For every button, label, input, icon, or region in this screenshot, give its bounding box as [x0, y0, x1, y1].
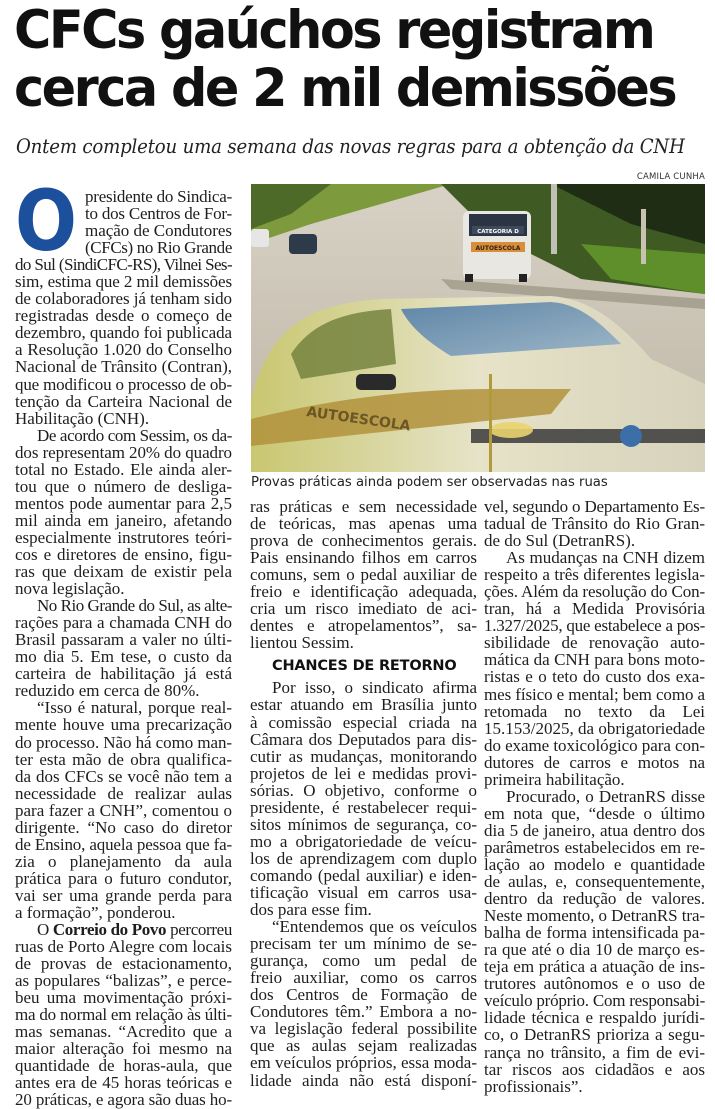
column-1-line: do Sul (SindiCFC-RS), Vilnei Ses- — [15, 255, 232, 275]
headline — [14, 2, 686, 118]
column-2-line: cutir as mudanças, monitorando — [250, 746, 477, 766]
column-2-line: projetos de lei e medidas provi- — [250, 763, 477, 783]
column-1-line: beu uma movimentação próxi- — [15, 988, 232, 1008]
column-1-line: mil ainda em janeiro, afetando — [15, 510, 232, 530]
column-1-line: to dos Centros de For- — [85, 204, 232, 224]
photo-caption: Provas práticas ainda podem ser observadas nas ruas — [251, 475, 608, 490]
column-3-line: dentro da redução de valores. — [484, 889, 705, 909]
column-1-line: carteira de habilitação já está — [15, 664, 232, 684]
column-1-line: do processo. Não há como man- — [15, 732, 232, 752]
column-3-line: Procurado, o DetranRS disse — [506, 786, 705, 806]
column-1-line: dirigente. “No caso do diretor — [15, 817, 232, 837]
column-1-line: presidente do Sindica- — [85, 187, 232, 206]
column-3-line: sibilidade de renovação auto- — [484, 633, 705, 653]
van-sign-top: CATEGORIA D — [477, 229, 519, 235]
article-deck: Ontem completou uma semana das novas regras para a obtenção da CNH — [16, 135, 685, 158]
column-1-line: da dos CFCs se você não tem a — [15, 766, 232, 786]
column-2-line: Pais ensinando filhos em carros — [250, 548, 477, 568]
column-1-line: ter esta mão de obra qualifica- — [15, 749, 232, 769]
column-2-line: à comissão especial criada na — [250, 712, 477, 732]
column-1-line: tenção da Carteira Nacional de — [15, 391, 232, 411]
column-1-line: No Rio Grande do Sul, as alte- — [37, 596, 232, 616]
column-2-line: estar atuando em Brasília junto — [250, 695, 477, 715]
column-1-line: sim, estima que 2 mil demissões — [15, 272, 232, 292]
subhead-chances-de-retorno: CHANCES DE RETORNO — [272, 658, 457, 675]
column-3-line: balha de forma intensificada pa- — [484, 923, 705, 943]
column-2-line: Por isso, o sindicato afirma — [272, 678, 477, 698]
column-2-line: ras práticas e sem necessidade — [250, 497, 477, 516]
column-2-line: precisam ter um mínimo de se- — [250, 934, 477, 954]
article-column-2 — [250, 498, 477, 1089]
car-side-text: AUTOESCOLA — [305, 404, 412, 435]
column-3-line: tadual de Trânsito do Rio Gran- — [484, 514, 705, 534]
column-3-line: de aulas, e, consequentemente, — [484, 872, 705, 892]
column-2-line: Câmara dos Deputados para dis- — [250, 729, 477, 749]
column-1-line: de provas de estacionamento, — [15, 954, 232, 974]
column-1-line: rações para a chamada CNH do — [15, 613, 232, 633]
column-2-line: va legislação federal possibilite — [250, 1019, 477, 1039]
column-2-line: que as aulas sejam realizadas — [250, 1036, 477, 1056]
column-1-line: zia o planejamento da aula — [15, 851, 232, 871]
column-2-line: dentes e atropelamentos”, sa- — [250, 616, 477, 636]
column-3-line: 1.327/2025, que estabelece a pos- — [484, 616, 705, 636]
column-3-line: retomada no texto da Lei — [484, 701, 705, 721]
column-1-line: cos e diretores de ensino, figu- — [15, 544, 232, 564]
column-1-line: vai ser uma grande perda para — [15, 885, 232, 905]
column-2-line: comando (pedal auxiliar) e iden- — [250, 865, 477, 885]
column-1-line: (CFCs) no Rio Grande — [85, 238, 232, 258]
newspaper-name: Correio do Povo — [52, 920, 167, 940]
column-2-line: freio e identificação adequada, — [250, 582, 477, 602]
column-1-line: dezembro, quando foi publicada — [15, 323, 232, 343]
column-2-line: Condutores têm.” Embora a no- — [250, 1002, 477, 1022]
column-3-line: 15.153/2025, da obrigatoriedade — [484, 718, 705, 738]
column-1-line: ma do normal em relação às últi- — [15, 1005, 232, 1025]
column-3-line: ra que até o dia 10 de março es- — [484, 940, 705, 960]
column-2-line: freio auxiliar, como os carros — [250, 968, 477, 988]
column-3-line: lação ao modelo e quantidade — [484, 854, 705, 874]
column-3-line: co, o DetranRS prioriza a segu- — [484, 1025, 705, 1045]
column-1-line: especialmente instrutores teóri- — [15, 527, 232, 547]
column-1-line: mentos pode aumentar para 2,5 — [15, 493, 232, 513]
column-2-line: dos para esse fim. — [250, 900, 372, 920]
column-1-line: reduzido em cerca de 80%. — [15, 681, 200, 701]
column-3-line: Neste momento, o DetranRS tra- — [484, 906, 705, 926]
column-1-line: a Resolução 1.020 do Conselho — [15, 340, 232, 360]
column-1-line: Nacional de Trânsito (Contran), — [15, 357, 232, 377]
column-1-line: O Correio do Povo percorreu — [37, 920, 233, 940]
column-1-line: de Ensino, aquela pessoa que fa- — [15, 834, 232, 854]
column-2-line: prova de conhecimentos gerais. — [250, 531, 477, 551]
column-1-line: mo dia 5. Em tese, o custo da — [15, 647, 232, 667]
photo-illustration — [251, 184, 705, 472]
column-3-line: trutores autônomos e o uso de — [484, 974, 705, 994]
column-1-line: Habilitação (CNH). — [15, 408, 150, 428]
column-2-line: cria um risco imediato de aci- — [250, 599, 477, 619]
column-3-line: teja em prática a atuação de ins- — [484, 957, 705, 977]
headline-line-1: CFCs gaúchos registram — [14, 0, 654, 61]
column-1-line: total no Estado. Ele ainda aler- — [15, 459, 232, 479]
column-2-line: sitos mínimos de segurança, co- — [250, 814, 477, 834]
column-1-line: mas semanas. “Acredito que a — [15, 1022, 232, 1042]
drop-cap-letter: O — [15, 172, 77, 270]
column-2-line: dos Centros de Formação de — [250, 985, 477, 1005]
column-1-line: a formação”, ponderou. — [15, 902, 176, 922]
column-1-line: quantidade de horas-aula, que — [15, 1056, 232, 1076]
column-3-line: profissionais”. — [484, 1076, 583, 1096]
column-1-line: ras que deixam de existir pela — [15, 562, 232, 582]
column-3-line: mática da CNH para bons moto- — [484, 650, 705, 670]
column-2-line: tificação visual em carros usa- — [250, 882, 477, 902]
column-1-line: mente houve uma precarização — [15, 715, 232, 735]
column-1-line: nova legislação. — [15, 579, 125, 599]
column-3-line: ristas e o teto do custo dos exa- — [484, 667, 705, 687]
column-2-line: lidade ainda não está disponí- — [250, 1070, 477, 1090]
column-1-line: “Isso é natural, porque real- — [37, 698, 232, 718]
column-1-line: 20 práticas, e agora são duas ho- — [15, 1090, 232, 1109]
column-3-line: rança no trânsito, a fim de evi- — [484, 1042, 705, 1062]
column-3-line: veículo próprio. Com responsabi- — [484, 991, 705, 1011]
column-1-line: maior alteração foi mesmo na — [15, 1039, 232, 1059]
column-1-line: ruas de Porto Alegre com locais — [15, 937, 232, 957]
column-2-line: em veículos próprios, essa moda- — [250, 1053, 477, 1073]
column-3-line: do exame toxicológico para con- — [484, 735, 705, 755]
column-3-line: respeito a três diferentes legisla- — [484, 565, 705, 585]
column-1-line: dos representam 20% do quadro — [15, 442, 232, 462]
column-2-line: gurança, como um pedal de — [250, 951, 477, 971]
column-3-line: As mudanças na CNH dizem — [506, 548, 705, 568]
column-3-line: ções. Além da resolução do Con- — [484, 582, 706, 602]
column-3-line: em nota que, “desde o último — [484, 803, 705, 823]
photo-van — [463, 211, 531, 282]
column-3-line: de do Sul (DetranRS). — [484, 531, 636, 551]
column-2-line: lientou Sessim. — [250, 633, 354, 653]
column-2-line: comuns, sem o pedal auxiliar de — [250, 565, 477, 585]
column-3-line: lidade técnica e respaldo jurídi- — [484, 1008, 705, 1028]
van-sign-bottom: AUTOESCOLA — [475, 245, 521, 252]
column-3-line: tar riscos aos cidadãos e aos — [484, 1059, 705, 1079]
column-1-line: De acordo com Sessim, os da- — [37, 425, 232, 445]
column-1-line: antes era de 45 horas teóricas e — [15, 1073, 232, 1093]
column-3-line: mes físico e mental; bem como a — [484, 684, 705, 704]
photo-credit: CAMILA CUNHA — [636, 172, 705, 182]
column-2-line: mo a obrigatoriedade de veícu- — [250, 831, 477, 851]
article-column-1 — [15, 188, 232, 1109]
column-1-line: que modificou o processo de ob- — [15, 374, 232, 394]
article-photo — [251, 184, 705, 472]
column-3-line: vel, segundo o Departamento Es- — [484, 497, 705, 516]
column-1-line: registradas desde o começo de — [15, 306, 232, 326]
column-2-line: “Entendemos que os veículos — [272, 917, 477, 937]
column-1-line: mação de Condutores — [85, 221, 232, 241]
column-1-line: Brasil passaram a valer no últi- — [15, 630, 232, 650]
article-column-3 — [484, 498, 705, 1095]
column-1-line: tou que o número de desliga- — [15, 476, 232, 496]
column-1-line: prática para o futuro condutor, — [15, 868, 232, 888]
column-1-line: de colaboradores já tenham sido — [15, 289, 232, 309]
column-2-line: presidente, é restabelecer requi- — [250, 797, 477, 817]
column-3-line: tran, há a Medida Provisória — [484, 599, 705, 619]
column-3-line: dia 5 de janeiro, atua dentro dos — [484, 820, 705, 840]
column-2-line: los de aprendizagem com duplo — [250, 848, 477, 868]
headline-line-2: cerca de 2 mil demissões — [14, 58, 676, 119]
column-3-line: parâmetros estabelecidos em re- — [484, 837, 705, 857]
column-2-line: de teóricas, mas apenas uma — [250, 514, 477, 534]
column-2-line: sórias. O objetivo, conforme o — [250, 780, 477, 800]
column-3-line: primeira habilitação. — [484, 769, 625, 789]
column-3-line: dutores de carros e motos na — [484, 752, 705, 772]
column-1-line: necessidade de realizar aulas — [15, 783, 232, 803]
column-1-line: as populares “balizas”, e perce- — [15, 971, 232, 991]
column-1-line: para fazer a CNH”, comentou o — [15, 800, 232, 820]
